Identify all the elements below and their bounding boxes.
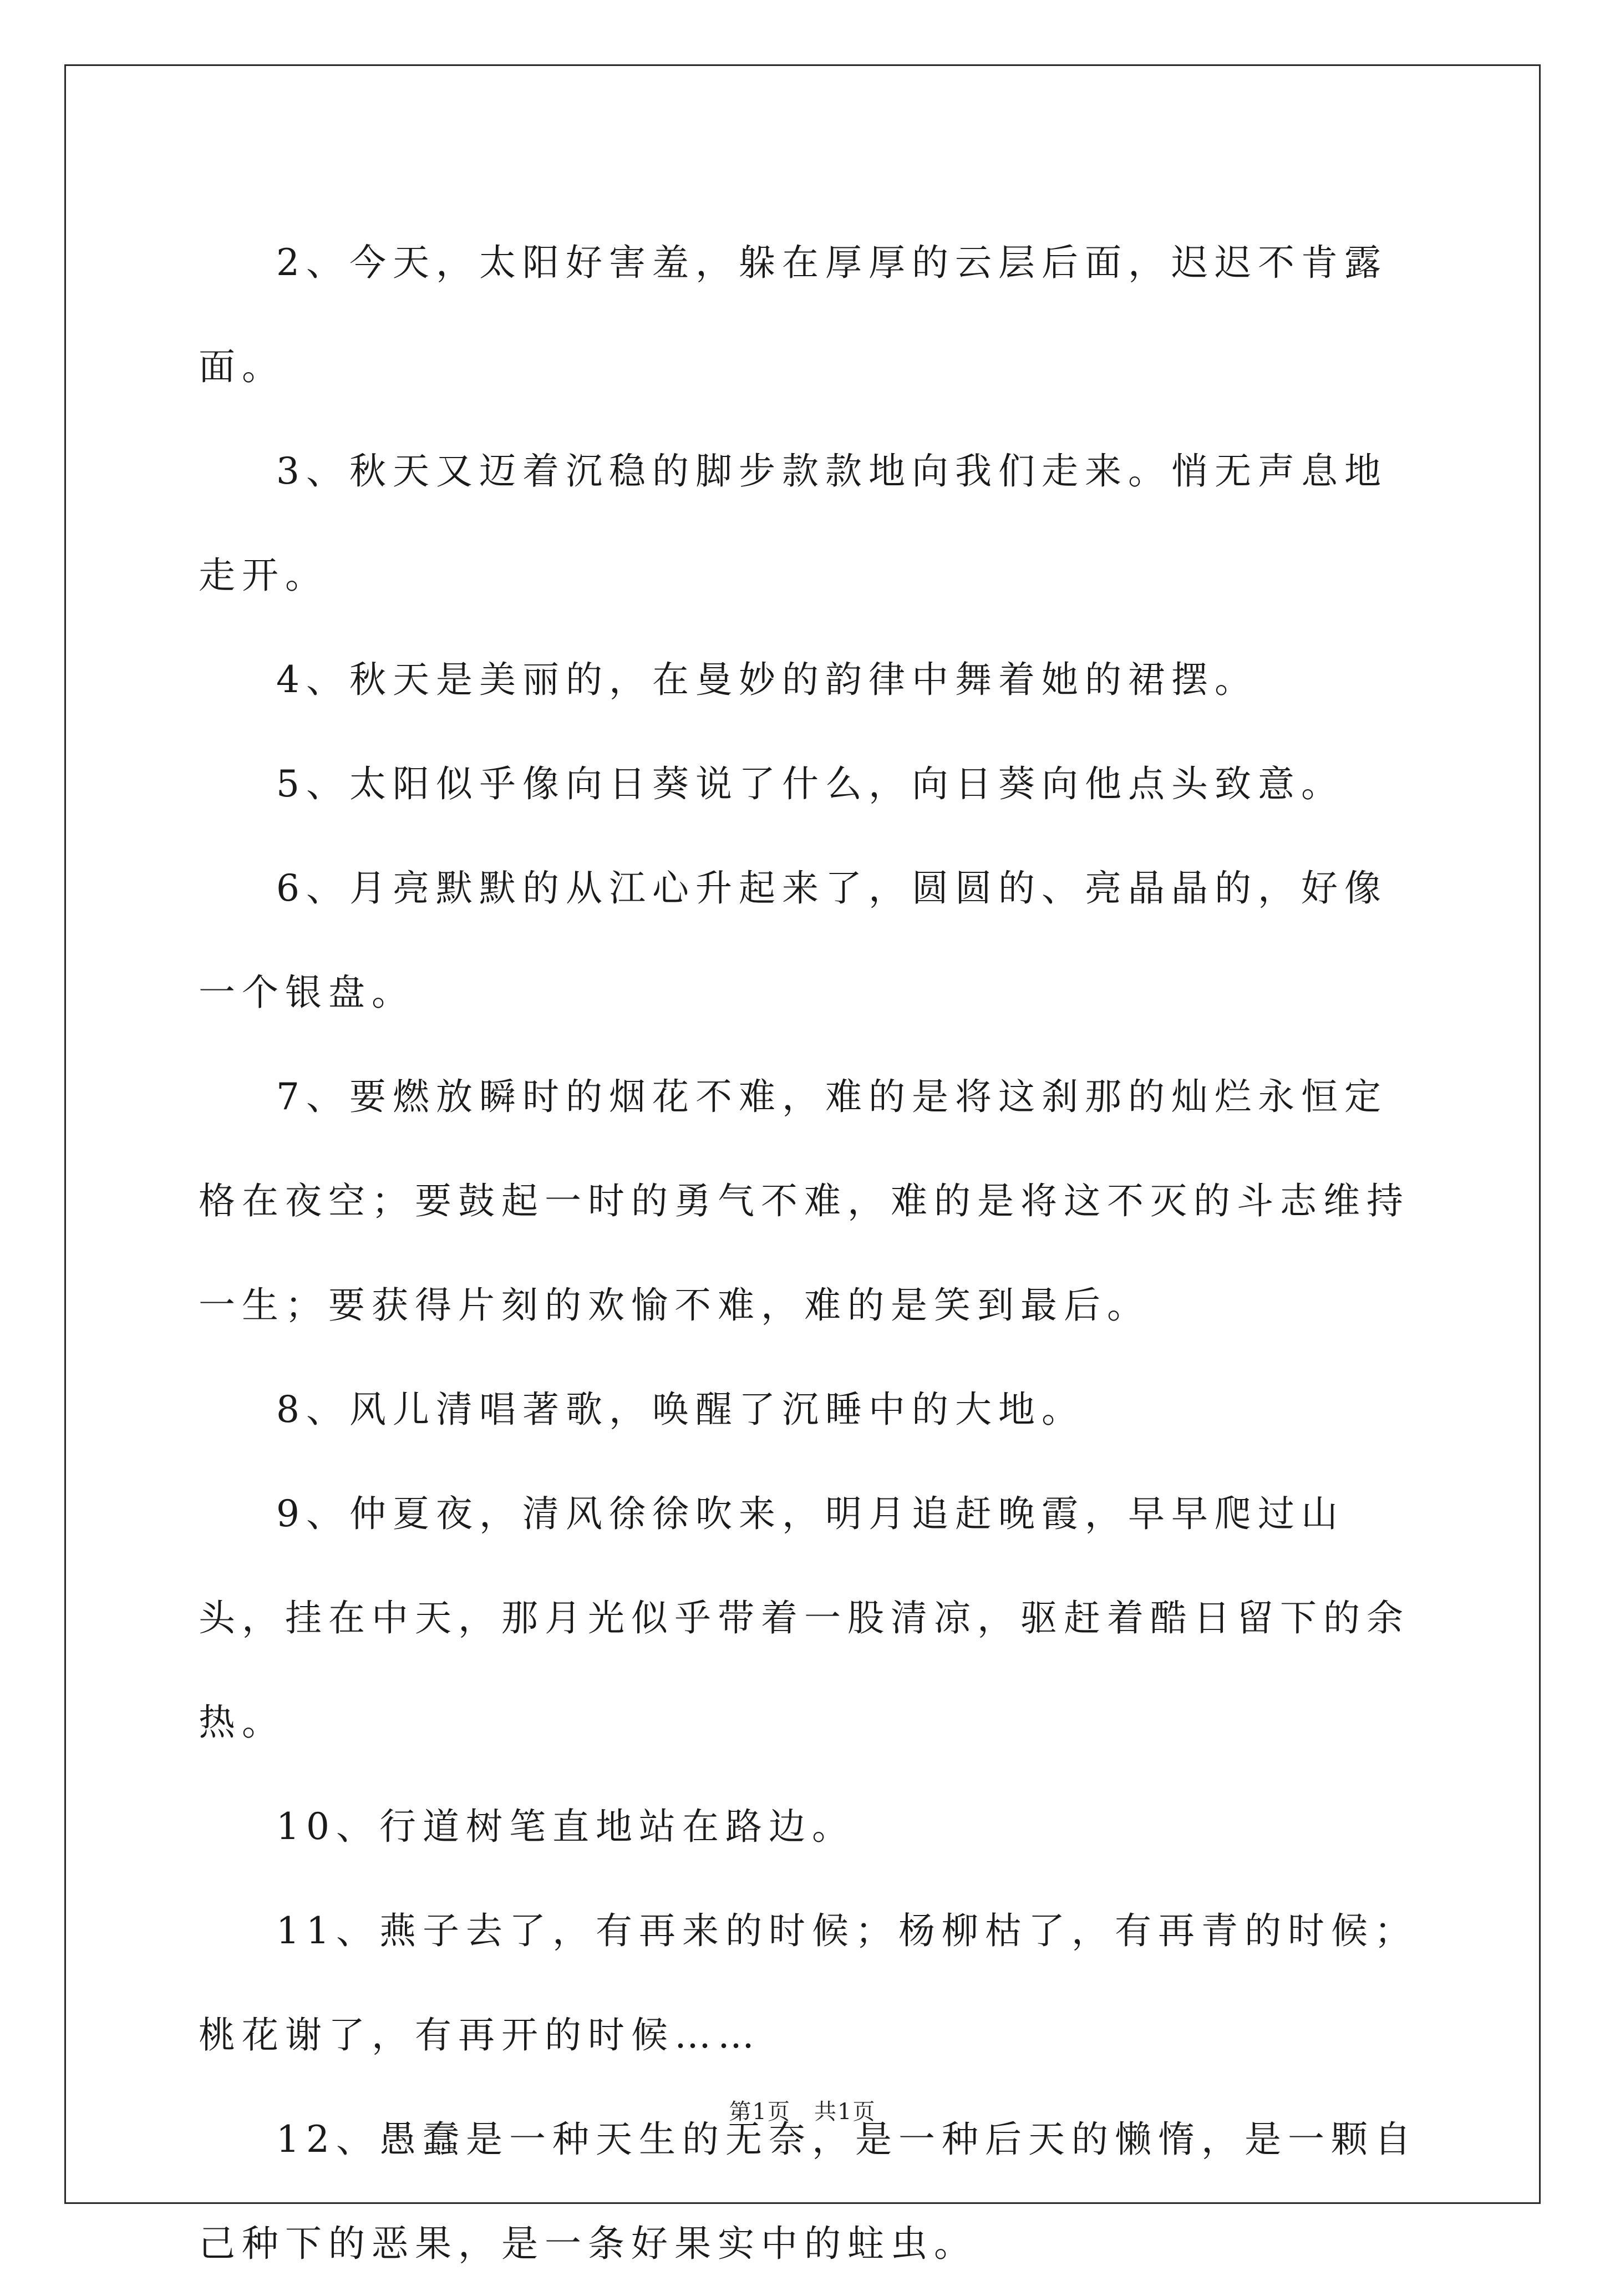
paragraph-10: 10、行道树笔直地站在路边。 — [276, 1805, 855, 1848]
paragraph-9: 9、仲夏夜，清风徐徐吹来，明月追赶晚霞，早早爬过山头，挂在中天，那月光似乎带着一股清凉，驱赶着酷日留下的余热。 — [199, 1492, 1410, 1744]
paragraph-5: 5、太阳似乎像向日葵说了什么，向日葵向他点头致意。 — [276, 763, 1344, 805]
paragraph-8: 8、风儿清唱著歌，唤醒了沉睡中的大地。 — [276, 1388, 1085, 1431]
paragraph-6: 6、月亮默默的从江心升起来了，圆圆的、亮晶晶的，好像一个银盘。 — [199, 867, 1388, 1014]
paragraph-7: 7、要燃放瞬时的烟花不难，难的是将这刹那的灿烂永恒定格在夜空；要鼓起一时的勇气不难，难的是将这不灭的斗志维持一生；要获得片刻的欢愉不难，难的是笑到最后。 — [199, 1075, 1410, 1327]
paragraph-12: 12、愚蠢是一种天生的无奈，是一种后天的懒惰，是一颗自己种下的恶果，是一条好果实中的蛀虫。 — [199, 2118, 1418, 2265]
page-number-footer: 第1页 共1页 — [729, 2099, 876, 2125]
paragraph-11: 11、燕子去了，有再来的时候；杨柳枯了，有再青的时候；桃花谢了，有再开的时候…… — [199, 1909, 1418, 2056]
paragraph-4: 4、秋天是美丽的，在曼妙的韵律中舞着她的裙摆。 — [276, 658, 1258, 701]
document-body — [199, 211, 1419, 2296]
paragraph-2: 2、今天，太阳好害羞，躲在厚厚的云层后面，迟迟不肯露面。 — [199, 241, 1388, 388]
paragraph-3: 3、秋天又迈着沉稳的脚步款款地向我们走来。悄无声息地走开。 — [199, 450, 1388, 597]
